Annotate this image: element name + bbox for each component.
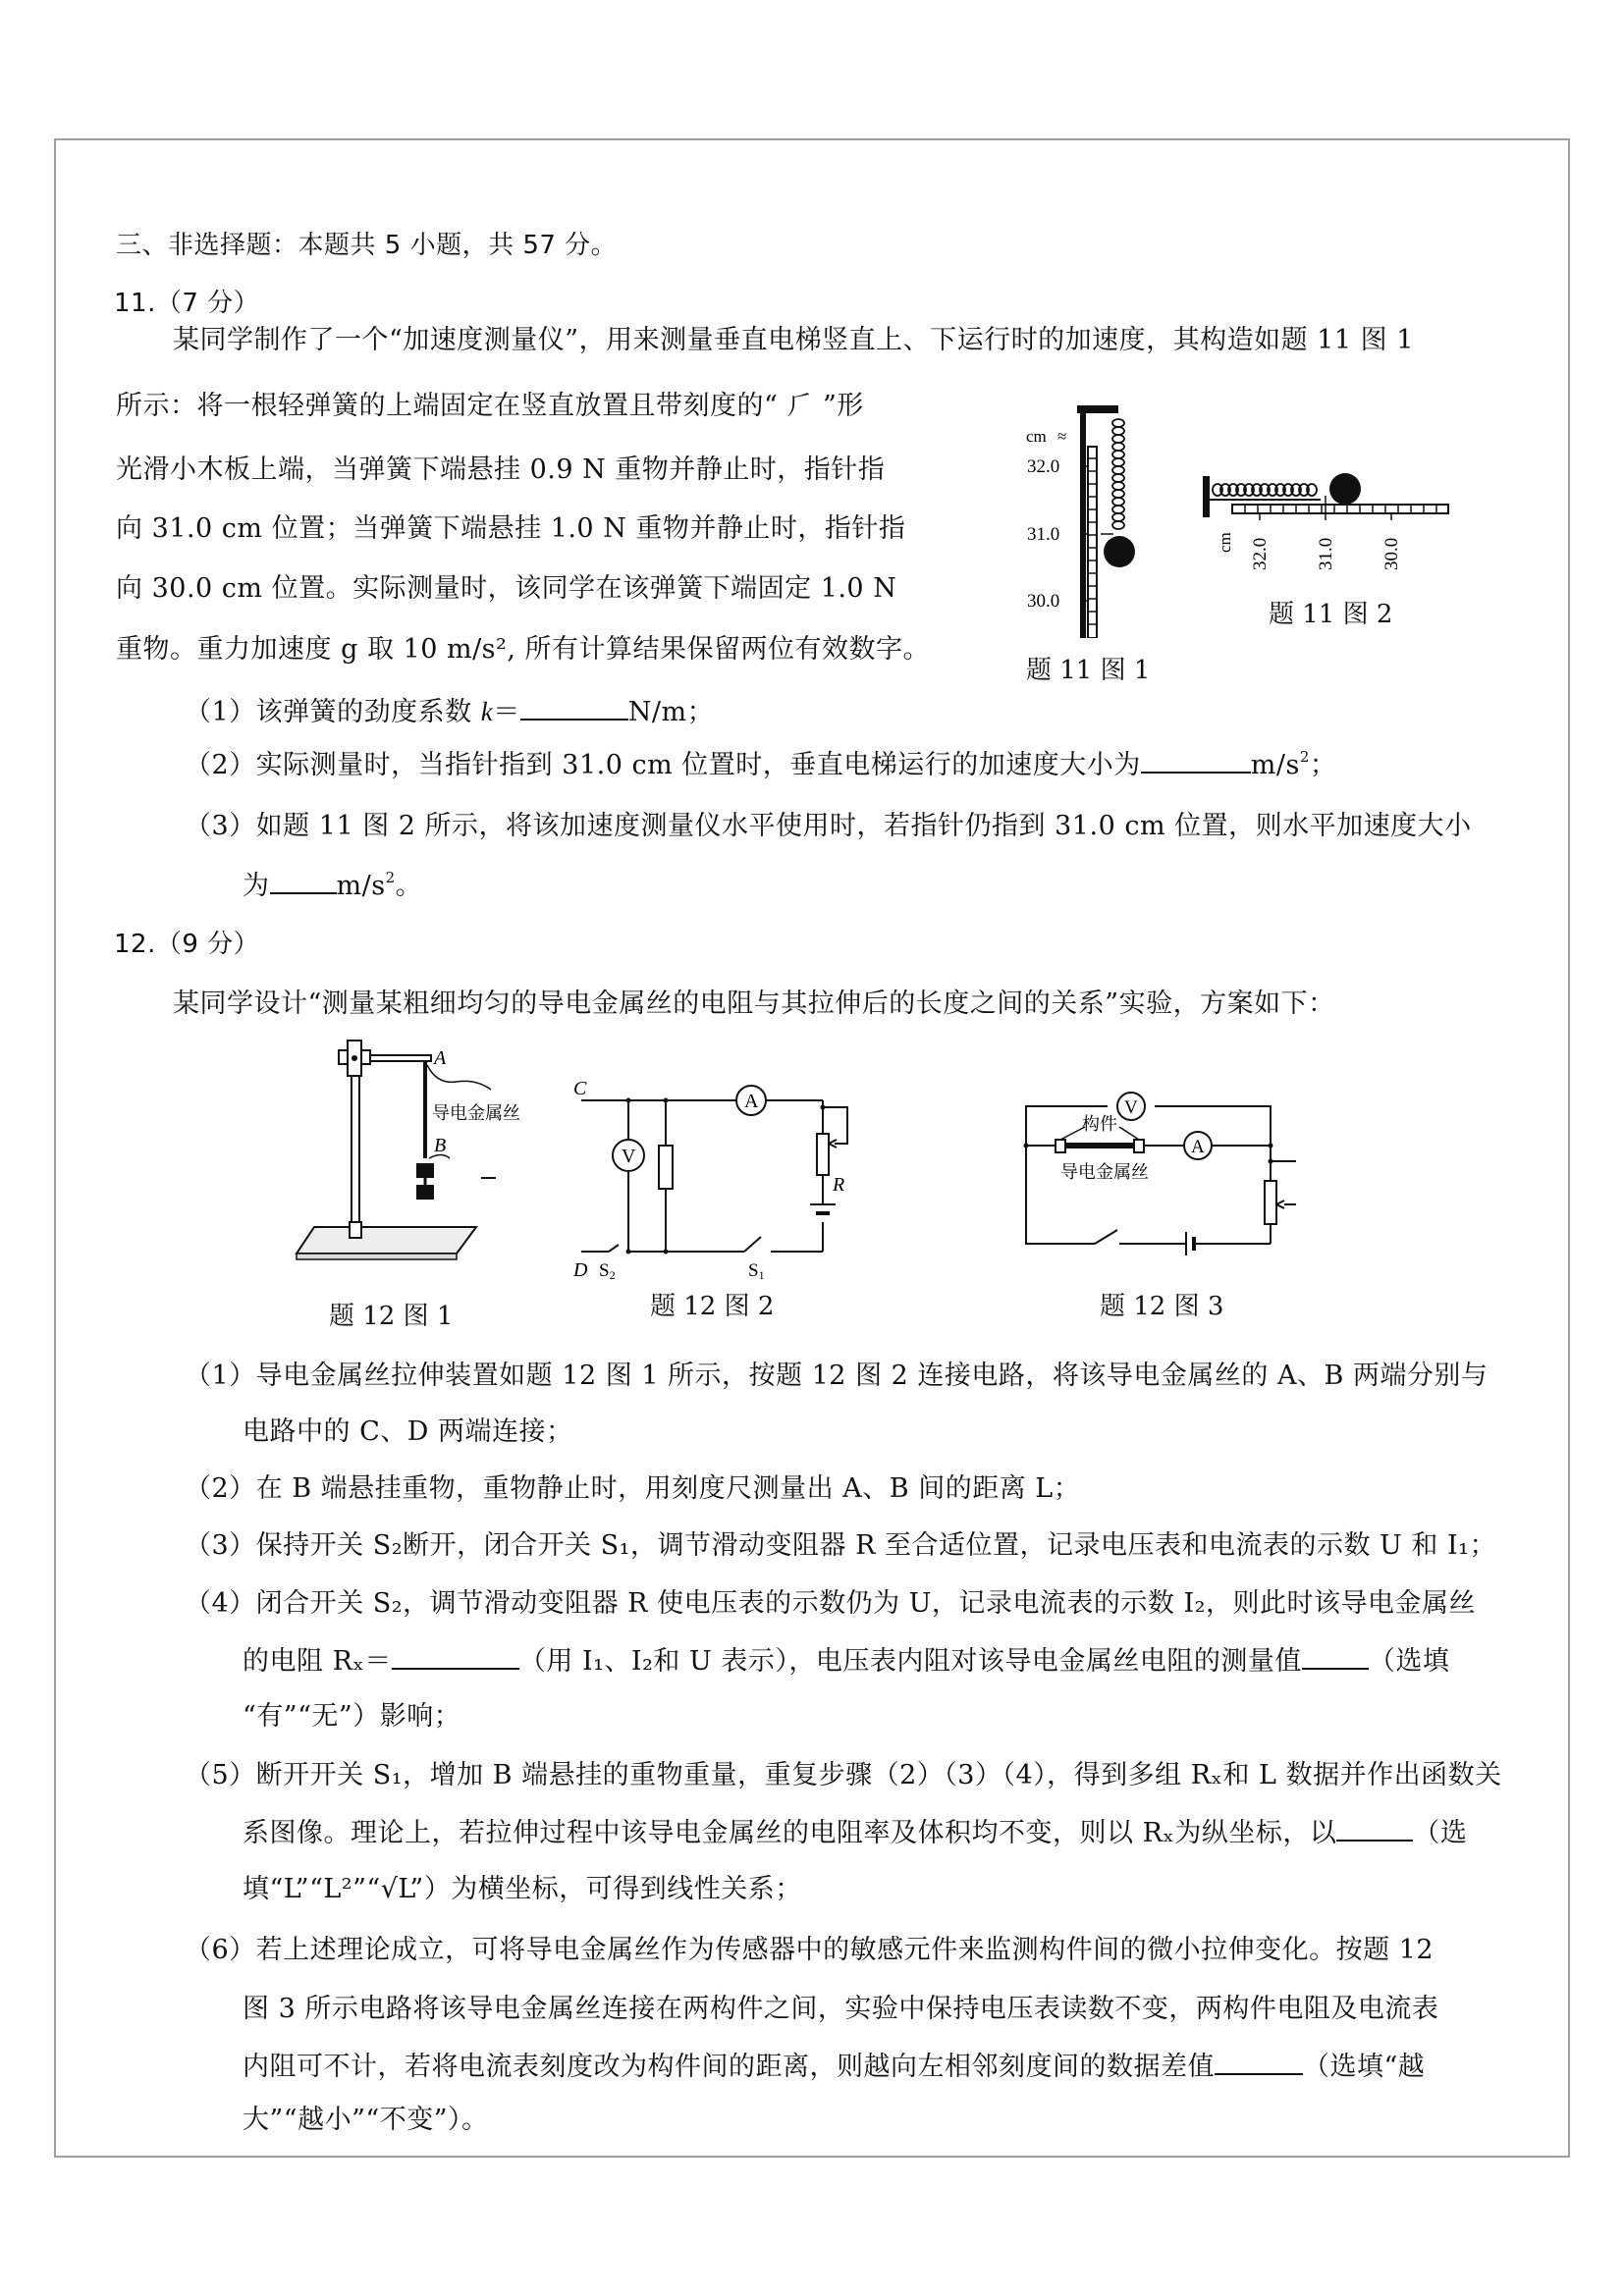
- fig11-2-board-end: [1203, 476, 1210, 517]
- q11-intro-line-3: 光滑小木板上端，当弹簧下端悬挂 0.9 N 重物并静止时，指针指: [116, 454, 886, 485]
- voltmeter-label: V: [1124, 1097, 1138, 1118]
- q12-figure-1-caption: 题 12 图 1: [329, 1302, 454, 1331]
- fig11-1-spring: [1112, 419, 1124, 529]
- section-header: 三、非选择题：本题共 5 小题，共 57 分。: [116, 231, 618, 260]
- q11-intro-line-4: 向 31.0 cm 位置；当弹簧下端悬挂 1.0 N 重物并静止时，指针指: [116, 513, 906, 544]
- step-6-text-b: （选填“越: [1303, 2052, 1426, 2082]
- answer-blank-rx[interactable]: [392, 1644, 519, 1670]
- fixed-resistor: [659, 1146, 673, 1189]
- q12-step-3: （3）保持开关 S₂断开，闭合开关 S₁，调节滑动变阻器 R 至合适位置，记录电压表和电流表的示数 U 和 I₁；: [185, 1530, 1496, 1561]
- switch-s2-label: [599, 1260, 616, 1281]
- voltmeter: [613, 1140, 644, 1171]
- q12-figure-1: [295, 1036, 560, 1291]
- q12-step-6-line-4: 大”“越小”“不变”）。: [243, 2105, 489, 2135]
- voltmeter-label: V: [622, 1146, 636, 1167]
- battery: [1186, 1232, 1194, 1255]
- q11-intro-line-1: 某同学制作了一个“加速度测量仪”，用来测量垂直电梯竖直上、下运行时的加速度，其构造如题 11 图 1: [173, 325, 1414, 355]
- wire-label: 导电金属丝: [432, 1103, 520, 1123]
- break-mark-icon: ≈: [1057, 427, 1067, 446]
- fig11-1-top-bar: [1077, 405, 1118, 413]
- junction: [1269, 1159, 1273, 1164]
- rheostat-label: R: [833, 1174, 845, 1196]
- q12-step-5: （5）断开开关 S₁，增加 B 端悬挂的重物重量，重复步骤（2）（3）（4），得到多组 Rₓ和 L 数据并作出函数关: [185, 1760, 1502, 1790]
- ammeter-label: A: [744, 1091, 759, 1112]
- fig11-1-tick-31: 31.0: [1027, 524, 1060, 545]
- terminal-d-label: D: [573, 1259, 588, 1281]
- var-k: k: [480, 697, 494, 726]
- hanging-weight-2: [416, 1185, 434, 1200]
- terminal-c-label: C: [573, 1078, 587, 1099]
- junction: [626, 1250, 631, 1255]
- rheostat: [1265, 1181, 1276, 1224]
- metal-wire: [1065, 1143, 1134, 1148]
- q11-sub-2: （2）实际测量时，当指针指到 31.0 cm 位置时，垂直电梯运行的加速度大小为 $m/s^2$；: [185, 748, 1337, 780]
- s2-sub: 2: [609, 1268, 616, 1281]
- answer-blank-horizontal-acceleration[interactable]: [270, 869, 337, 894]
- q11-figure-1-caption: 题 11 图 1: [1026, 656, 1151, 685]
- q12-step-4-line-3: “有”“无”）影响；: [243, 1701, 461, 1732]
- ammeter-label: A: [1191, 1137, 1205, 1157]
- punctuation: 。: [395, 871, 423, 901]
- q12-step-4-line-2: [243, 1644, 1449, 1679]
- fig11-2-spring: [1213, 484, 1317, 496]
- q12-step-5-line-2: [243, 1816, 1467, 1850]
- q11-intro-line-2: 所示：将一根轻弹簧的上端固定在竖直放置且带刻度的“ ⺁ ”形: [116, 391, 864, 421]
- fig11-1-tick-30: 30.0: [1027, 591, 1060, 612]
- junction: [626, 1098, 631, 1103]
- step-5-text-b: （选: [1413, 1818, 1468, 1848]
- q11-sub-3: （3）如题 11 图 2 所示，将该加速度测量仪水平使用时，若指针仍指到 31.0 cm 位置，则水平加速度大小: [185, 811, 1472, 841]
- rheostat-slider-arrow: [1276, 1201, 1284, 1208]
- step-6-text-a: 内阻可不计，若将电流表刻度改为构件间的距离，则越向左相邻刻度间的数据差值: [243, 2052, 1215, 2082]
- fig11-2-tick-31: 31.0: [1316, 537, 1336, 570]
- fig11-2-tick-30: 30.0: [1381, 537, 1402, 570]
- component-right: [1134, 1140, 1144, 1152]
- equals-sign: ＝: [493, 697, 520, 727]
- q12-step-6: （6）若上述理论成立，可将导电金属丝作为传感器中的敏感元件来监测构件间的微小拉伸变化。按题 12: [185, 1935, 1435, 1965]
- rheostat-r: [817, 1134, 829, 1175]
- q12-step-6-line-2: 图 3 所示电路将该导电金属丝连接在两构件之间，实验中保持电压表读数不变，两构件电阻及电流表: [243, 1994, 1439, 2024]
- q11-figure-2: [1203, 466, 1468, 579]
- hanging-weight-1: [416, 1163, 434, 1178]
- punctuation: ；: [1309, 750, 1337, 780]
- q12-step-1-line-2: 电路中的 C、D 两端连接；: [243, 1416, 573, 1447]
- unit-n-per-m: N/m；: [627, 697, 715, 727]
- s1-sub: 1: [758, 1268, 765, 1281]
- switch-s1-label: [748, 1260, 765, 1281]
- iron-stand: [297, 1041, 476, 1259]
- junction: [1024, 1144, 1029, 1148]
- step-4-text-a: 的电阻 Rₓ＝: [243, 1646, 392, 1677]
- q11-intro-line-5: 向 30.0 cm 位置。实际测量时，该同学在该弹簧下端固定 1.0 N: [116, 573, 897, 604]
- point-b-label: B: [434, 1135, 447, 1156]
- q12-step-4: （4）闭合开关 S₂，调节滑动变阻器 R 使电压表的示数仍为 U，记录电流表的示数 I₂，则此时该导电金属丝: [185, 1588, 1476, 1619]
- answer-blank-x-axis[interactable]: [1336, 1816, 1413, 1842]
- fig11-2-weight: [1329, 473, 1361, 505]
- junction: [821, 1105, 826, 1110]
- answer-blank-voltmeter-effect[interactable]: [1302, 1644, 1369, 1670]
- q11-number: 11.（7 分）: [114, 289, 260, 318]
- answer-blank-k[interactable]: [520, 695, 628, 721]
- circuit-2-wires: [581, 1100, 847, 1252]
- ammeter: [1184, 1132, 1212, 1159]
- point-a-label: A: [434, 1047, 447, 1069]
- q12-step-1: （1）导电金属丝拉伸装置如题 12 图 1 所示，按题 12 图 2 连接电路，将该导电金属丝的 A、B 两端分别与: [185, 1361, 1489, 1391]
- fig11-1-weight: [1104, 536, 1135, 567]
- q12-figure-2: [569, 1075, 864, 1281]
- q12-intro: 某同学设计“测量某粗细均匀的导电金属丝的电阻与其拉伸后的长度之间的关系”实验，方案如下：: [173, 988, 1335, 1019]
- fig11-1-board: [1080, 405, 1086, 638]
- step-4-text-c: （选填: [1368, 1646, 1450, 1677]
- unit-m-per-s2: m/s: [1250, 750, 1300, 780]
- q11-sub-1: [185, 695, 714, 729]
- q11-sub-1-text: （1）该弹簧的劲度系数: [185, 697, 481, 727]
- q11-intro-line-6: 重物。重力加速度 g 取 10 m/s², 所有计算结果保留两位有效数字。: [116, 634, 931, 665]
- junction: [664, 1250, 669, 1255]
- component-left: [1056, 1140, 1065, 1152]
- q11-figure-1: [1021, 398, 1168, 638]
- battery: [810, 1204, 836, 1213]
- answer-blank-elevator-acceleration[interactable]: [1141, 748, 1251, 774]
- fig11-1-unit: cm: [1026, 427, 1047, 446]
- s2-main: S: [599, 1260, 610, 1281]
- step-5-text-a: 系图像。理论上，若拉伸过程中该导电金属丝的电阻率及体积均不变，则以 Rₓ为纵坐标，以: [243, 1818, 1337, 1848]
- junction: [1269, 1144, 1273, 1148]
- q12-step-2: （2）在 B 端悬挂重物，重物静止时，用刻度尺测量出 A、B 间的距离 L；: [185, 1473, 1081, 1504]
- wire-label: 导电金属丝: [1060, 1162, 1149, 1182]
- fig11-2-tick-32: 32.0: [1250, 537, 1271, 570]
- q11-figure-2-caption: 题 11 图 2: [1269, 600, 1393, 629]
- q12-figure-3-caption: 题 12 图 3: [1100, 1292, 1224, 1321]
- answer-blank-scale-difference[interactable]: [1215, 2050, 1303, 2075]
- s1-main: S: [748, 1260, 759, 1281]
- ammeter: [736, 1086, 766, 1115]
- unit-m-per-s2: m/s: [336, 871, 386, 901]
- q12-step-5-line-3: 填“L”“L²”“√L”）为横坐标，可得到线性关系；: [243, 1874, 802, 1904]
- fig11-2-unit: cm: [1216, 532, 1234, 553]
- q12-step-6-line-3: [243, 2050, 1425, 2084]
- q12-number: 12.（9 分）: [114, 930, 260, 959]
- q11-sub-3-text: 为: [243, 871, 270, 901]
- voltmeter: [1117, 1093, 1145, 1120]
- fig11-1-tick-32: 32.0: [1027, 456, 1060, 477]
- step-4-text-b: （用 I₁、I₂和 U 表示），电压表内阻对该导电金属丝电阻的测量值: [518, 1646, 1302, 1677]
- q12-figure-3: [1021, 1085, 1296, 1266]
- junction: [664, 1098, 669, 1103]
- q11-sub-3-line-2: 为 $m/s^2$。: [243, 869, 423, 901]
- component-label: 构件: [1082, 1114, 1117, 1134]
- q12-figure-2-caption: 题 12 图 2: [650, 1292, 775, 1321]
- q11-sub-2-text: （2）实际测量时，当指针指到 31.0 cm 位置时，垂直电梯运行的加速度大小为: [185, 750, 1141, 780]
